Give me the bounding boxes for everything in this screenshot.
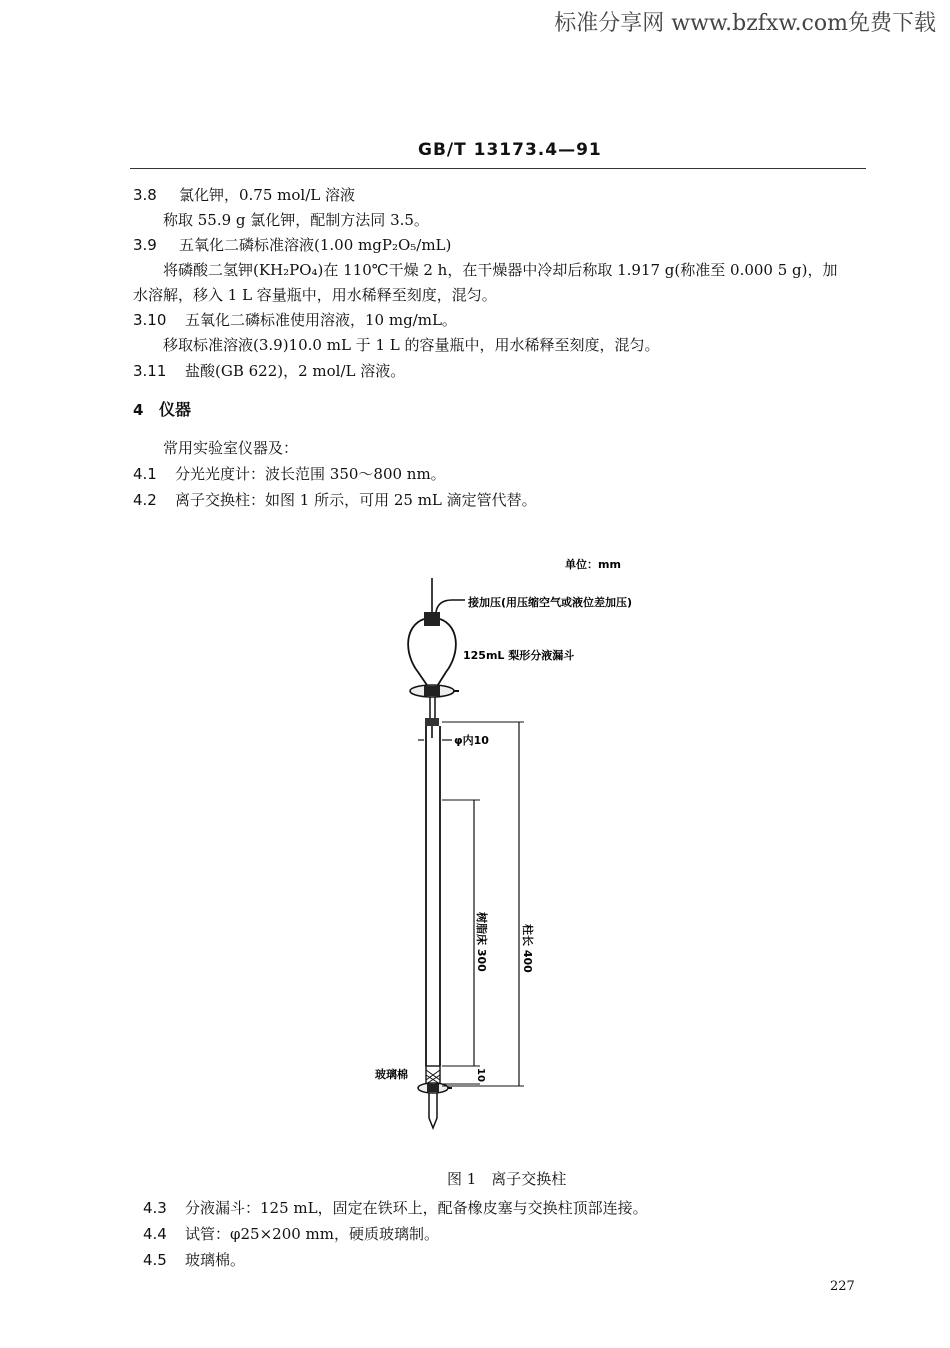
diameter-label: φ内10 xyxy=(454,734,489,747)
item-3-9-body-2: 水溶解，移入 1 L 容量瓶中，用水稀释至刻度，混匀。 xyxy=(133,286,497,304)
column-outlet-tip xyxy=(429,1093,437,1128)
bottom-stopcock-plug xyxy=(427,1084,439,1092)
item-number: 4.5 xyxy=(143,1251,167,1269)
item-title: 五氧化二磷标准溶液(1.00 mgP₂O₅/mL) xyxy=(179,236,452,254)
item-4-5-line xyxy=(143,1250,245,1270)
ion-exchange-column-figure xyxy=(0,540,950,1160)
item-number: 4.3 xyxy=(143,1199,167,1217)
item-number: 3.9 xyxy=(133,236,157,254)
section-4-intro: 常用实验室仪器及： xyxy=(163,439,299,457)
item-4-2-line xyxy=(133,490,537,510)
item-3-9-body-1: 将磷酸二氢钾(KH₂PO₄)在 110℃干燥 2 h，在干燥器中冷却后称取 1.917 g(称准至 0.000 5 g)，加 xyxy=(163,261,838,279)
header-rule xyxy=(130,168,866,169)
item-number: 4.4 xyxy=(143,1225,167,1243)
stopcock-plug xyxy=(424,686,440,696)
item-title: 试管：φ25×200 mm，硬质玻璃制。 xyxy=(185,1225,440,1243)
figure-unit-label: 单位：mm xyxy=(565,558,621,571)
item-4-1-line xyxy=(133,464,446,484)
resin-bed-label: 树脂床 300 xyxy=(475,912,488,972)
funnel-label: 125mL 梨形分液漏斗 xyxy=(463,649,575,662)
item-title: 五氧化二磷标准使用溶液，10 mg/mL。 xyxy=(185,311,457,329)
section-number: 4 xyxy=(133,401,144,419)
item-number: 3.10 xyxy=(133,311,167,329)
item-3-8-title-line xyxy=(133,185,355,205)
item-title: 分液漏斗：125 mL，固定在铁环上，配备橡皮塞与交换柱顶部连接。 xyxy=(185,1199,648,1217)
item-number: 3.11 xyxy=(133,362,167,380)
item-title: 玻璃棉。 xyxy=(185,1251,246,1269)
funnel-stopper xyxy=(424,612,440,626)
figure-caption: 图 1 离子交换柱 xyxy=(447,1170,567,1188)
item-title: 分光光度计：波长范围 350～800 nm。 xyxy=(175,465,446,483)
item-4-3-line xyxy=(143,1198,648,1218)
standard-code-header: GB/T 13173.4—91 xyxy=(418,140,602,160)
glass-wool-label: 玻璃棉 xyxy=(375,1068,408,1081)
pear-separating-funnel xyxy=(408,619,456,688)
item-number: 4.2 xyxy=(133,491,157,509)
item-3-11-title-line xyxy=(133,361,405,381)
pressure-inlet-bend xyxy=(436,600,465,612)
item-3-8-body: 称取 55.9 g 氯化钾，配制方法同 3.5。 xyxy=(163,211,429,229)
item-4-4-line xyxy=(143,1224,439,1244)
item-3-9-title-line xyxy=(133,235,451,255)
watermark: 标准分享网 www.bzfxw.com免费下载 xyxy=(554,11,936,36)
pressure-label: 接加压(用压缩空气或液位差加压) xyxy=(468,596,633,609)
item-title: 氯化钾，0.75 mol/L 溶液 xyxy=(179,186,356,204)
item-number: 4.1 xyxy=(133,465,157,483)
column-top-stopper xyxy=(425,718,439,726)
item-number: 3.8 xyxy=(133,186,157,204)
section-title: 仪器 xyxy=(159,400,192,419)
bottom-dimension-label: 10 xyxy=(475,1068,486,1082)
page-number: 227 xyxy=(830,1279,855,1294)
section-4-heading xyxy=(133,400,191,420)
column-length-label: 柱长 400 xyxy=(521,924,534,973)
item-title: 离子交换柱：如图 1 所示，可用 25 mL 滴定管代替。 xyxy=(175,491,537,509)
item-title: 盐酸(GB 622)，2 mol/L 溶液。 xyxy=(185,362,406,380)
item-3-10-body: 移取标准溶液(3.9)10.0 mL 于 1 L 的容量瓶中，用水稀释至刻度，混匀。 xyxy=(163,336,660,354)
item-3-10-title-line xyxy=(133,310,457,330)
